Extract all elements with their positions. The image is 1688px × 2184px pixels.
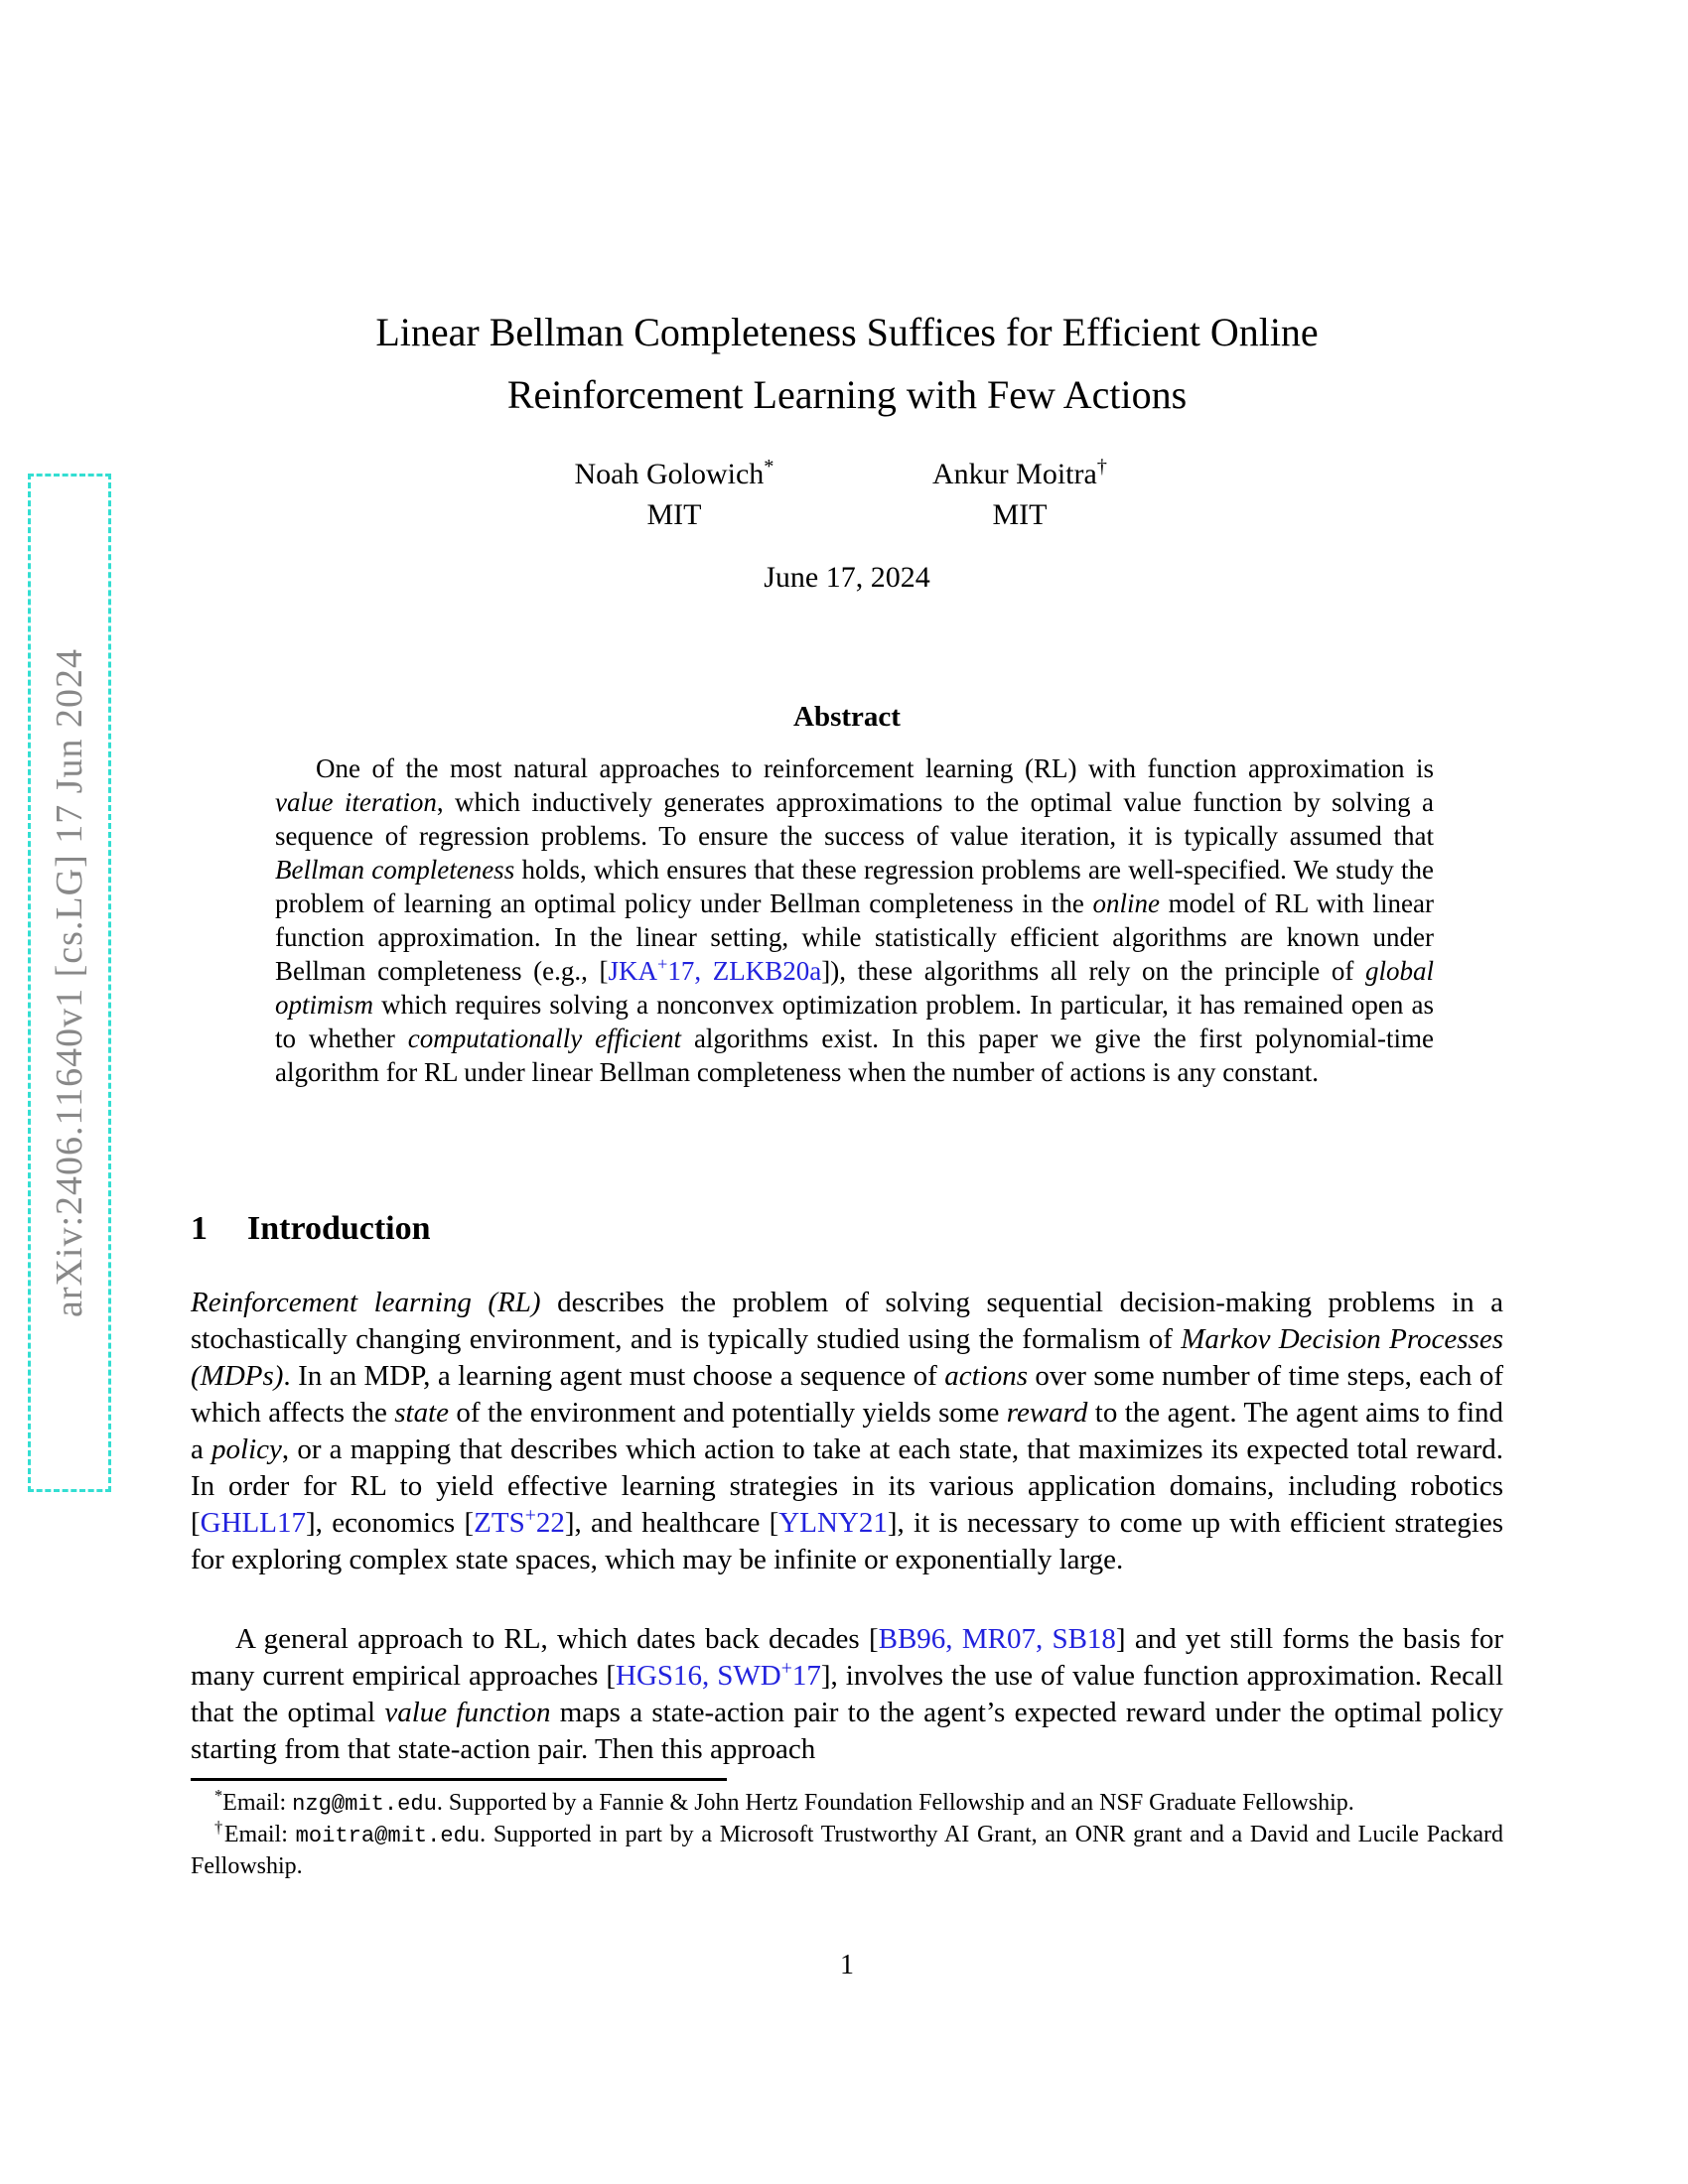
citation-link[interactable]: 22	[535, 1507, 565, 1539]
citation-link[interactable]: +	[524, 1504, 536, 1527]
citation-link[interactable]: SB18	[1052, 1623, 1116, 1655]
abstract-body: One of the most natural approaches to reinforcement learning (RL) with function approximation is value iteration, which inductively generates approximations to the optimal value function by solving a sequence of regression problems. To ensure the success of value iteration, it is typically assumed that Bellman completeness holds, which ensures that these regression problems are well-specified. We study the problem of learning an optimal policy under Bellman completeness in the online model of RL with linear function approximation. In the linear setting, while statistically efficient algorithms are known under Bellman completeness (e.g., [JKA+17, ZLKB20a]), these algorithms all rely on the principle of global optimism which requires solving a nonconvex optimization problem. In particular, it has remained open as to whether computationally efficient algorithms exist. In this paper we give the first polynomial-time algorithm for RL under linear Bellman completeness when the number of actions is any constant.	[275, 753, 1435, 1087]
citation-link[interactable]: HGS16,	[616, 1660, 718, 1692]
author-2-affiliation: MIT	[992, 498, 1048, 531]
section-title: Introduction	[247, 1210, 431, 1247]
footnote-1: *Email: nzg@mit.edu. Supported by a Fannie & John Hertz Foundation Fellowship and an NSF Graduate Fellowship.	[214, 1786, 1354, 1817]
arxiv-watermark-box	[28, 474, 111, 1492]
citation-link[interactable]: +	[657, 954, 668, 974]
author-1	[560, 454, 788, 535]
citation-link[interactable]: 17,	[667, 956, 713, 986]
citation-link[interactable]: JKA	[608, 956, 658, 986]
intro-paragraph-2: A general approach to RL, which dates back decades [BB96, MR07, SB18] and yet still forms the basis for many current empirical approaches [HGS16, SWD+17], involves the use of value function approximation. Recall that the optimal value function maps a state-action pair to the agent’s expected reward under the optimal policy starting from that state-action pair. Then this approach	[191, 1623, 1504, 1765]
footnotes	[191, 1788, 1503, 1882]
footnote-rule	[191, 1778, 727, 1781]
citation-link[interactable]: ZTS	[474, 1507, 525, 1539]
citation-link[interactable]: YLNY21	[778, 1507, 888, 1539]
author-2	[906, 454, 1134, 535]
author-2-name: Ankur Moitra†	[931, 456, 1107, 490]
citation-link[interactable]: GHLL17	[200, 1507, 306, 1539]
citation-link[interactable]: +	[780, 1657, 792, 1680]
intro-paragraph-1: Reinforcement learning (RL) describes the problem of solving sequential decision-making problems in a stochastically changing environment, and is typically studied using the formalism of Markov Decision Processes (MDPs). In an MDP, a learning agent must choose a sequence of actions over some number of time steps, each of which affects the state of the environment and potentially yields some reward to the agent. The agent aims to find a policy, or a mapping that describes which action to take at each state, that maximizes its expected total reward. In order for RL to yield effective learning strategies in its various application domains, including robotics [GHLL17], economics [ZTS+22], and healthcare [YLNY21], it is necessary to come up with efficient strategies for exploring complex state spaces, which may be infinite or exponentially large.	[191, 1287, 1504, 1575]
citation-link[interactable]: ZLKB20a	[712, 956, 822, 986]
author-1-affiliation: MIT	[646, 498, 702, 531]
abstract-heading: Abstract	[793, 701, 901, 733]
paper-title	[191, 301, 1503, 426]
section-number: 1	[191, 1210, 208, 1247]
citation-link[interactable]: MR07,	[961, 1623, 1053, 1655]
footnote-2: †Email: moitra@mit.edu. Supported in part by a Microsoft Trustworthy AI Grant, an ONR grant and a David and Lucile Packard Fellowship.	[191, 1818, 1504, 1879]
section-heading	[191, 1210, 1503, 1248]
page-number: 1	[840, 1950, 854, 1980]
author-1-name: Noah Golowich*	[574, 456, 774, 490]
citation-link[interactable]: 17	[791, 1660, 821, 1692]
citation-link[interactable]: SWD	[717, 1660, 781, 1692]
paper-date: June 17, 2024	[764, 561, 930, 594]
paper-title-line-2: Reinforcement Learning with Few Actions	[506, 372, 1188, 417]
author-block	[191, 454, 1503, 535]
arxiv-watermark-text: arXiv:2406.11640v1 [cs.LG] 17 Jun 2024	[49, 647, 91, 1318]
paper-title-line-1: Linear Bellman Completeness Suffices for Efficient Online	[375, 310, 1319, 354]
citation-link[interactable]: BB96,	[878, 1623, 962, 1655]
